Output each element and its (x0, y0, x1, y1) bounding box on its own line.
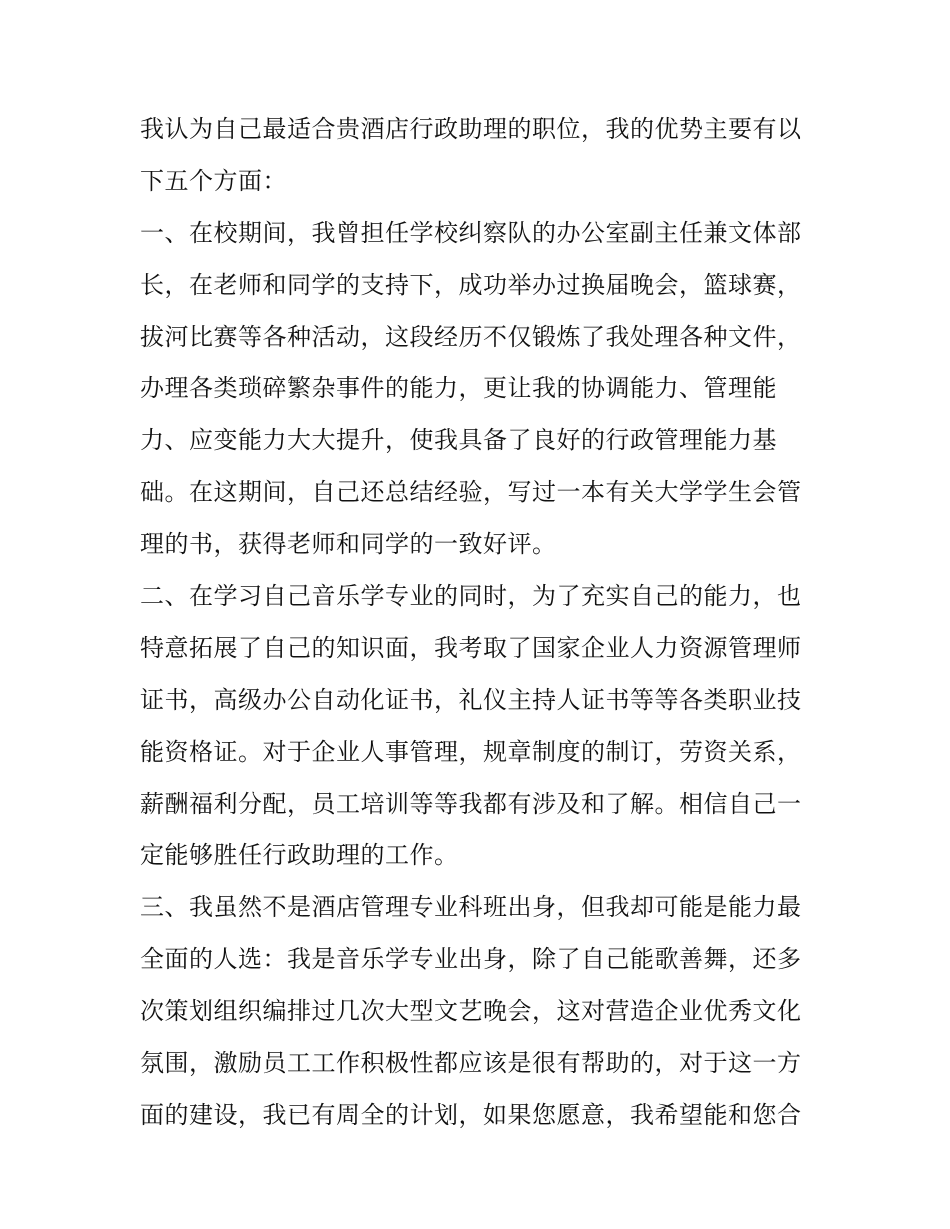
text-line: 力、应变能力大大提升，使我具备了良好的行政管理能力基 (140, 426, 777, 455)
text-line: 能资格证。对于企业人事管理，规章制度的制订，劳资关系， (140, 737, 802, 766)
text-line: 薪酬福利分配，员工培训等等我都有涉及和了解。相信自己一 (140, 789, 802, 818)
text-line: 础。在这期间，自己还总结经验，写过一本有关大学学生会管 (140, 478, 802, 507)
text-line: 下五个方面： (140, 166, 287, 195)
text-line: 理的书，获得老师和同学的一致好评。 (140, 530, 557, 559)
text-line: 面的建设，我已有周全的计划，如果您愿意，我希望能和您合 (140, 1100, 802, 1129)
text-line: 特意拓展了自己的知识面，我考取了国家企业人力资源管理师 (140, 633, 802, 662)
text-line: 我认为自己最适合贵酒店行政助理的职位，我的优势主要有以 (140, 115, 802, 143)
text-line: 拔河比赛等各种活动，这段经历不仅锻炼了我处理各种文件， (140, 322, 802, 351)
text-line: 三、我虽然不是酒店管理专业科班出身，但我却可能是能力最 (140, 893, 802, 922)
text-line: 次策划组织编排过几次大型文艺晚会，这对营造企业优秀文化 (140, 997, 802, 1026)
text-line: 定能够胜任行政助理的工作。 (140, 841, 459, 870)
text-line: 氛围，激励员工工作积极性都应该是很有帮助的，对于这一方 (140, 1049, 802, 1078)
text-line: 办理各类琐碎繁杂事件的能力，更让我的协调能力、管理能 (140, 374, 777, 403)
text-line: 证书，高级办公自动化证书，礼仪主持人证书等等各类职业技 (140, 685, 802, 714)
text-line: 全面的人选：我是音乐学专业出身，除了自己能歌善舞，还多 (140, 945, 802, 974)
text-line: 一、在校期间，我曾担任学校纠察队的办公室副主任兼文体部 (140, 218, 802, 247)
text-line: 二、在学习自己音乐学专业的同时，为了充实自己的能力，也 (140, 582, 802, 611)
document-body (140, 104, 820, 1142)
text-line: 长，在老师和同学的支持下，成功举办过换届晚会，篮球赛， (140, 270, 802, 299)
